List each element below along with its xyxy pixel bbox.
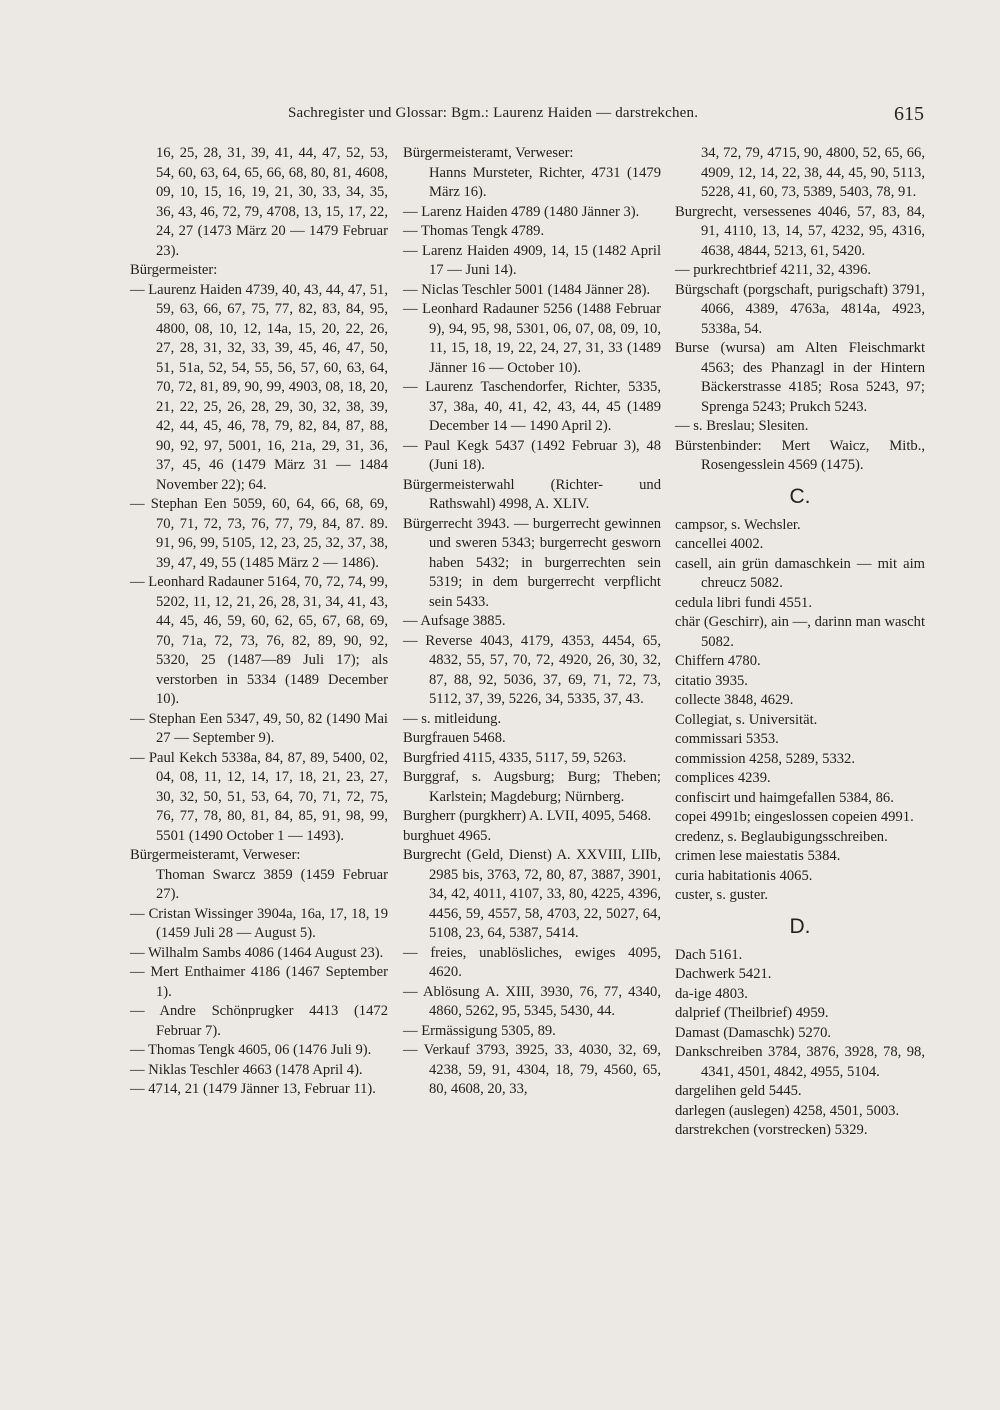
index-entry: — Wilhalm Sambs 4086 (1464 August 23). — [130, 944, 384, 961]
index-entry: Burgrecht (Geld, Dienst) A. XXVIII, LIIb, 2985 bis, 3763, 72, 80, 87, 3887, 3901, 34, 42, 4011, 4107, 33, 80, 4225, 4396, 4456, 59, 4557, 58, 4703, 22, 5027, 64, 5108, 23, 64, 5387, 5414. — [403, 847, 661, 941]
running-header: Sachregister und Glossar: Bgm.: Laurenz Haiden — darstrekchen. — [288, 105, 699, 121]
index-entry: — Cristan Wissinger 3904a, 16a, 17, 18, 19 (1459 Juli 28 — August 5). — [130, 905, 388, 941]
index-entry: copei 4991b; eingeslossen copeien 4991. — [675, 809, 914, 825]
index-entry: curia habitationis 4065. — [675, 867, 813, 884]
index-entry: complices 4239. — [675, 770, 771, 786]
index-column-2 — [403, 144, 661, 1100]
index-entry: 34, 72, 79, 4715, 90, 4800, 52, 65, 66, 4909, 12, 14, 22, 38, 44, 45, 90, 5113, 5228, 41, 60, 73, 5389, 5403, 78, 91. — [701, 145, 925, 200]
index-entry: — Stephan Een 5059, 60, 64, 66, 68, 69, 70, 71, 72, 73, 76, 77, 79, 84, 87. 89. 91, 96, 99, 5105, 12, 23, 25, 32, 37, 38, 39, 47, 49, 55 (1485 März 2 — 1486). — [130, 496, 388, 571]
index-entry: cancellei 4002. — [675, 536, 764, 552]
index-entry: Thoman Swarcz 3859 (1459 Februar 27). — [156, 866, 388, 902]
index-column-3 — [675, 144, 925, 1141]
index-entry: chär (Geschirr), ain —, darinn man wascht 5082. — [675, 614, 925, 650]
index-entry: — purkrechtbrief 4211, 32, 4396. — [675, 262, 872, 278]
index-entry: Burse (wursa) am Alten Fleischmarkt 4563; des Phanzagl in der Hintern Bäckerstrasse 4185; Rosa 5243, 97; Sprenga 5243; Prukch 5243. — [675, 340, 925, 415]
index-entry: — Larenz Haiden 4909, 14, 15 (1482 April 17 — Juni 14). — [403, 242, 661, 278]
index-entry: Burggraf, s. Augsburg; Burg; Theben; Karlstein; Magdeburg; Nürnberg. — [403, 769, 661, 805]
index-entry: Burgherr (purgkherr) A. LVII, 4095, 5468. — [403, 808, 652, 824]
section-letter: D. — [789, 914, 811, 938]
index-entry: — Larenz Haiden 4789 (1480 Jänner 3). — [403, 203, 640, 220]
index-entry: — Stephan Een 5347, 49, 50, 82 (1490 Mai 27 — September 9). — [130, 710, 388, 746]
index-entry: 16, 25, 28, 31, 39, 41, 44, 47, 52, 53, 54, 60, 63, 64, 65, 66, 68, 80, 81, 4608, 09, 10, 15, 16, 19, 21, 30, 33, 34, 35, 36, 43, 46, 72, 79, 4708, 13, 15, 17, 22, 24, 27 (1473 März 20 — 1479 Februar 23). — [156, 145, 388, 259]
index-entry: dalprief (Theilbrief) 4959. — [675, 1005, 829, 1021]
index-entry: Bürstenbinder: Mert Waicz, Mitb., Rosengesslein 4569 (1475). — [675, 437, 925, 473]
index-entry: Dankschreiben 3784, 3876, 3928, 78, 98, 4341, 4501, 4842, 4955, 5104. — [675, 1044, 925, 1080]
index-entry: collecte 3848, 4629. — [675, 692, 794, 708]
index-entry: Damast (Damaschk) 5270. — [675, 1024, 832, 1041]
index-entry: — s. Breslau; Slesiten. — [675, 418, 809, 434]
index-entry: — Laurenz Haiden 4739, 40, 43, 44, 47, 51, 59, 63, 66, 67, 75, 77, 82, 83, 84, 95, 4800, 08, 10, 12, 14a, 15, 20, 22, 26, 27, 28, 31, 32, 33, 39, 45, 46, 47, 50, 51, 51a, 52, 54, 55, 56, 57, 60, 63, 64, 70, 72, 81, 89, 90, 99, 4903, 08, 18, 20, 21, 22, 25, 26, 28, 29, 30, 32, 38, 39, 42, 44, 45, 46, 78, 79, 82, 84, 87, 88, 90, 92, 97, 5001, 16, 21a, 29, 31, 36, 37, 45, 46 (1479 März 31 — 1484 November 22); 64. — [130, 281, 388, 493]
index-entry: confiscirt und haimgefallen 5384, 86. — [675, 789, 894, 806]
index-entry: — s. mitleidung. — [403, 710, 502, 727]
index-entry: Bürgschaft (porgschaft, purigschaft) 3791, 4066, 4389, 4763a, 4814a, 4923, 5338a, 54. — [675, 281, 925, 337]
index-entry: burghuet 4965. — [403, 827, 492, 844]
index-entry: Burgfried 4115, 4335, 5117, 59, 5263. — [403, 749, 627, 766]
index-entry: darlegen (auslegen) 4258, 4501, 5003. — [675, 1102, 900, 1119]
index-entry: Dach 5161. — [675, 946, 743, 963]
index-entry: — Leonhard Radauner 5256 (1488 Februar 9), 94, 95, 98, 5301, 06, 07, 08, 09, 10, 11, 15, 18, 19, 22, 24, 27, 31, 33 (1489 Jänner 16 — October 10). — [403, 301, 661, 376]
index-entry: campsor, s. Wechsler. — [675, 516, 801, 533]
index-entry: — Verkauf 3793, 3925, 33, 4030, 32, 69, 4238, 59, 91, 4304, 18, 79, 4560, 65, 80, 4608, 20, 33, — [403, 1042, 661, 1097]
index-entry: Burgfrauen 5468. — [403, 730, 506, 746]
index-entry: — Leonhard Radauner 5164, 70, 72, 74, 99, 5202, 11, 12, 21, 26, 28, 31, 34, 41, 43, 44, 45, 46, 59, 60, 62, 65, 67, 68, 69, 70, 71a, 72, 73, 76, 82, 89, 90, 92, 5320, 25 (1487—89 Juli 17); als verstorben in 5334 (1489 December 10). — [130, 574, 388, 707]
index-entry: — Ablösung A. XIII, 3930, 76, 77, 4340, 4860, 5262, 95, 5345, 5430, 44. — [403, 983, 661, 1019]
index-entry: Burgrecht, versessenes 4046, 57, 83, 84, 91, 4110, 13, 14, 57, 4232, 95, 4316, 4638, 4844, 5213, 61, 5420. — [675, 203, 925, 259]
index-entry: — freies, unablösliches, ewiges 4095, 4620. — [403, 944, 661, 980]
page-number: 615 — [894, 103, 924, 125]
index-entry: — Thomas Tengk 4789. — [403, 223, 545, 239]
index-entry: Hanns Mursteter, Richter, 4731 (1479 März 16). — [429, 164, 661, 200]
index-entry: dargelihen geld 5445. — [675, 1083, 802, 1099]
section-letter: C. — [789, 484, 811, 508]
index-entry: — Niclas Teschler 5001 (1484 Jänner 28). — [403, 281, 651, 298]
index-entry: da-ige 4803. — [675, 985, 748, 1002]
index-column-1 — [130, 144, 388, 1100]
index-entry: — Aufsage 3885. — [403, 613, 506, 629]
index-entry: — Andre Schönprugker 4413 (1472 Februar 7). — [130, 1003, 388, 1039]
index-entry: Bürgermeisteramt, Verweser: — [403, 145, 574, 161]
index-entry: — 4714, 21 (1479 Jänner 13, Februar 11). — [130, 1081, 376, 1097]
index-entry: Bürgermeisteramt, Verweser: — [130, 847, 301, 863]
index-entry: Dachwerk 5421. — [675, 966, 772, 982]
index-entry: commissari 5353. — [675, 731, 779, 747]
index-entry: cedula libri fundi 4551. — [675, 594, 812, 611]
index-entry: Bürgermeisterwahl (Richter- und Rathswahl) 4998, A. XLIV. — [403, 476, 661, 512]
index-entry: Bürgermeister: — [130, 262, 218, 278]
index-entry: — Paul Kekch 5338a, 84, 87, 89, 5400, 02, 04, 08, 11, 12, 14, 17, 18, 21, 23, 27, 30, 32, 50, 51, 53, 64, 70, 71, 72, 75, 76, 77, 78, 80, 81, 84, 85, 91, 98, 99, 5501 (1490 October 1 — 1493). — [130, 749, 388, 844]
index-entry: — Thomas Tengk 4605, 06 (1476 Juli 9). — [130, 1042, 372, 1058]
index-entry: Bürgerrecht 3943. — burgerrecht gewinnen und sweren 5343; burgerrecht gesworn haben 5432; in burgerrechten sein 5319; in dem burgerrecht verpflicht sein 5433. — [403, 515, 661, 610]
index-entry: Collegiat, s. Universität. — [675, 711, 818, 728]
index-entry: casell, ain grün damaschkein — mit aim chreucz 5082. — [675, 555, 925, 591]
index-entry: darstrekchen (vorstrecken) 5329. — [675, 1122, 868, 1138]
index-entry: — Ermässigung 5305, 89. — [403, 1022, 556, 1039]
index-entry: Chiffern 4780. — [675, 653, 761, 669]
index-entry: — Reverse 4043, 4179, 4353, 4454, 65, 4832, 55, 57, 70, 72, 4920, 26, 30, 32, 87, 88, 92, 5036, 37, 69, 71, 72, 73, 5112, 37, 39, 5226, 34, 5335, 37, 43. — [403, 632, 661, 707]
index-entry: citatio 3935. — [675, 672, 748, 689]
index-entry: — Paul Kegk 5437 (1492 Februar 3), 48 (Juni 18). — [403, 437, 661, 473]
index-entry: custer, s. guster. — [675, 887, 769, 903]
index-entry: crimen lese maiestatis 5384. — [675, 848, 841, 864]
index-entry: commission 4258, 5289, 5332. — [675, 750, 855, 767]
index-entry: — Mert Enthaimer 4186 (1467 September 1). — [130, 964, 388, 1000]
index-entry: — Niklas Teschler 4663 (1478 April 4). — [130, 1061, 363, 1078]
index-entry: credenz, s. Beglaubigungsschreiben. — [675, 828, 888, 845]
index-entry: — Laurenz Taschendorfer, Richter, 5335, 37, 38a, 40, 41, 42, 43, 44, 45 (1489 December 14 — 1490 April 2). — [403, 379, 661, 434]
